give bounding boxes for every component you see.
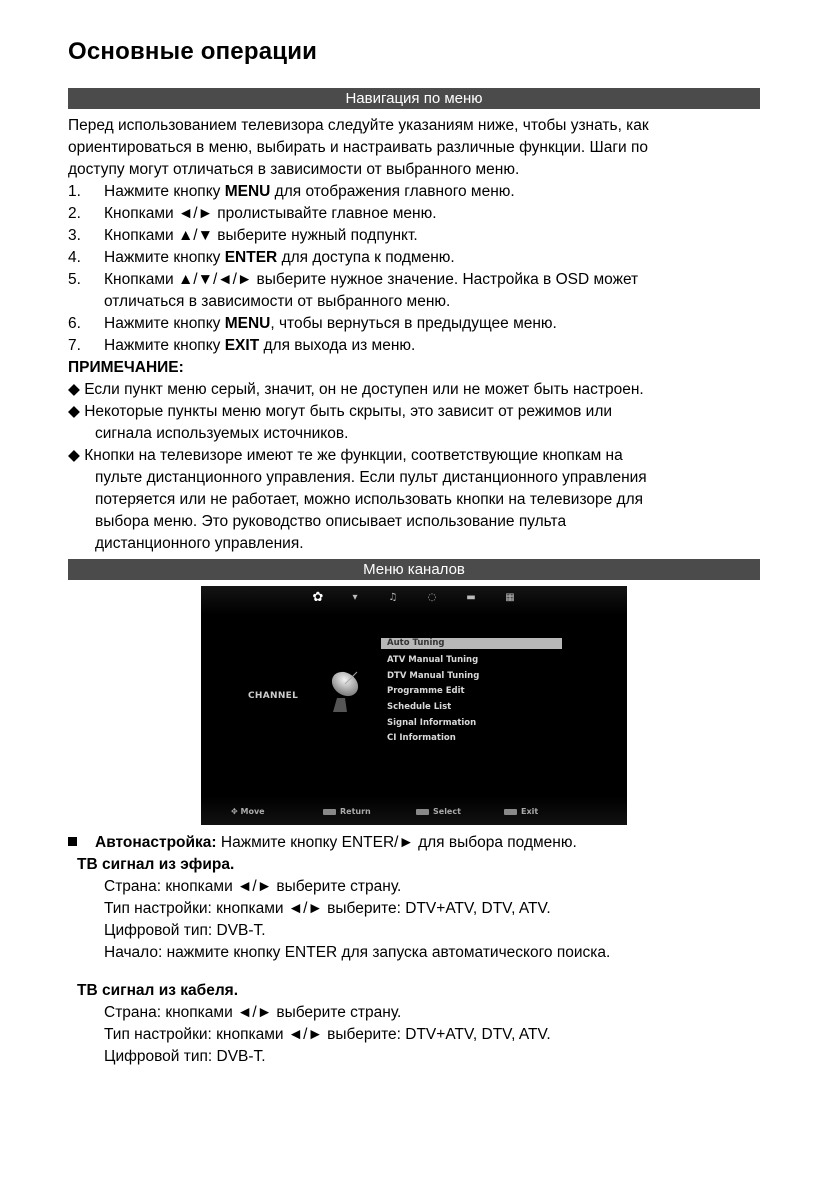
cable-line-country: Страна: кнопками ◄/► выберите страну. [104, 1004, 402, 1021]
step-text: Кнопками ▲/▼ выберите нужный подпункт. [104, 227, 418, 244]
step-text: , чтобы вернуться в предыдущее меню. [270, 315, 557, 332]
note-3-continued-1: пульте дистанционного управления. Если пульт дистанционного управления [95, 469, 647, 486]
tv-menu-item-signal-information[interactable]: Signal Information [387, 717, 477, 728]
air-line-digital-type: Цифровой тип: DVB-T. [104, 922, 266, 939]
hint-return-label: Return [340, 807, 371, 816]
picture-icon: ▾ [352, 592, 358, 603]
tv-osd-screenshot [201, 586, 627, 825]
hint-move [231, 807, 265, 816]
tv-top-icon-bar [201, 592, 627, 608]
tv-footer-hints [201, 807, 627, 821]
step-number: 3. [68, 227, 81, 244]
step-6 [68, 313, 557, 335]
step-text: для доступа к подменю. [277, 249, 455, 266]
auto-tuning-text: Нажмите кнопку ENTER/► для выбора подменю. [216, 834, 577, 851]
note-3-continued-2: потеряется или не работает, можно использовать кнопки на телевизоре для [95, 491, 644, 508]
step-number: 7. [68, 337, 81, 354]
menu-key-icon [323, 809, 336, 815]
hint-exit-label: Exit [521, 807, 539, 816]
hint-move-label: Move [240, 807, 265, 816]
enter-key-icon [416, 809, 429, 815]
air-signal-title: ТВ сигнал из эфира. [77, 856, 235, 873]
satellite-dish-icon [323, 666, 363, 716]
tv-menu-item-auto-tuning[interactable]: Auto Tuning [381, 638, 562, 649]
note-title: ПРИМЕЧАНИЕ: [68, 359, 184, 376]
step-number: 4. [68, 249, 81, 266]
step-text: Нажмите кнопку [104, 249, 225, 266]
step-text: Нажмите кнопку [104, 315, 225, 332]
step-5 [68, 269, 638, 291]
note-3: ◆ Кнопки на телевизоре имеют те же функции, соответствующие кнопкам на [68, 447, 623, 464]
key-name: MENU [224, 183, 271, 200]
intro-line-1: Перед использованием телевизора следуйте указаниям ниже, чтобы узнать, как [68, 117, 649, 134]
step-text: для выхода из меню. [259, 337, 416, 354]
tv-menu-item-schedule-list[interactable]: Schedule List [387, 702, 452, 713]
move-arrows-icon: ✥ [231, 807, 238, 816]
intro-line-2: ориентироваться в меню, выбирать и настраивать различные функции. Шаги по [68, 139, 649, 156]
step-number: 6. [68, 315, 81, 332]
step-4 [68, 247, 455, 269]
air-line-start: Начало: нажмите кнопку ENTER для запуска автоматического поиска. [104, 944, 611, 961]
step-2 [68, 203, 437, 225]
step-5-continued: отличаться в зависимости от выбранного меню. [104, 293, 451, 310]
step-text: Нажмите кнопку [104, 337, 225, 354]
note-1: ◆ Если пункт меню серый, значит, он не доступен или не может быть настроен. [68, 381, 644, 398]
exit-key-icon [504, 809, 517, 815]
section-header-navigation: Навигация по меню [68, 88, 760, 109]
intro-line-3: доступу могут отличаться в зависимости от выбранного меню. [68, 161, 520, 178]
section-header-channels: Меню каналов [68, 559, 760, 580]
tv-channel-menu [381, 638, 562, 747]
step-text: Кнопками ◄/► пролистывайте главное меню. [104, 205, 437, 222]
cable-line-digital-type: Цифровой тип: DVB-T. [104, 1048, 266, 1065]
gear-icon: ✿ [312, 590, 324, 605]
note-2-continued: сигнала используемых источников. [95, 425, 349, 442]
step-text: Нажмите кнопку [104, 183, 225, 200]
note-3-continued-3: выбора меню. Это руководство описывает использование пульта [95, 513, 567, 530]
music-icon: ♫ [388, 592, 398, 603]
note-2: ◆ Некоторые пункты меню могут быть скрыты, это зависит от режимов или [68, 403, 613, 420]
clock-icon: ◌ [427, 592, 437, 603]
key-name: ENTER [224, 249, 278, 266]
hint-select [416, 807, 461, 816]
grid-icon: ▦ [505, 592, 515, 603]
step-3 [68, 225, 418, 247]
air-line-tuning-type: Тип настройки: кнопками ◄/► выберите: DTV+ATV, DTV, ATV. [104, 900, 551, 917]
step-number: 5. [68, 271, 81, 288]
tv-menu-item-programme-edit[interactable]: Programme Edit [387, 686, 465, 697]
hint-return [323, 807, 371, 816]
cable-signal-title: ТВ сигнал из кабеля. [77, 982, 239, 999]
step-7 [68, 335, 415, 357]
hint-select-label: Select [433, 807, 461, 816]
step-1 [68, 181, 515, 203]
square-bullet-icon [68, 837, 77, 846]
step-number: 1. [68, 183, 81, 200]
step-number: 2. [68, 205, 81, 222]
cable-line-tuning-type: Тип настройки: кнопками ◄/► выберите: DTV+ATV, DTV, ATV. [104, 1026, 551, 1043]
auto-tuning-label: Автонастройка: [95, 834, 217, 851]
key-name: MENU [224, 315, 271, 332]
tv-category-label: CHANNEL [248, 691, 299, 701]
lock-icon: ▬ [466, 592, 476, 603]
auto-tuning-line [68, 832, 577, 854]
tv-menu-item-ci-information[interactable]: CI Information [387, 733, 456, 744]
hint-exit [504, 807, 538, 816]
key-name: EXIT [224, 337, 260, 354]
step-text: Кнопками ▲/▼/◄/► выберите нужное значение. Настройка в OSD может [104, 271, 639, 288]
air-line-country: Страна: кнопками ◄/► выберите страну. [104, 878, 402, 895]
page-title: Основные операции [68, 38, 318, 65]
note-3-continued-4: дистанционного управления. [95, 535, 304, 552]
step-text: для отображения главного меню. [270, 183, 515, 200]
tv-menu-item-atv-manual-tuning[interactable]: ATV Manual Tuning [387, 655, 479, 665]
tv-menu-item-dtv-manual-tuning[interactable]: DTV Manual Tuning [387, 670, 480, 681]
